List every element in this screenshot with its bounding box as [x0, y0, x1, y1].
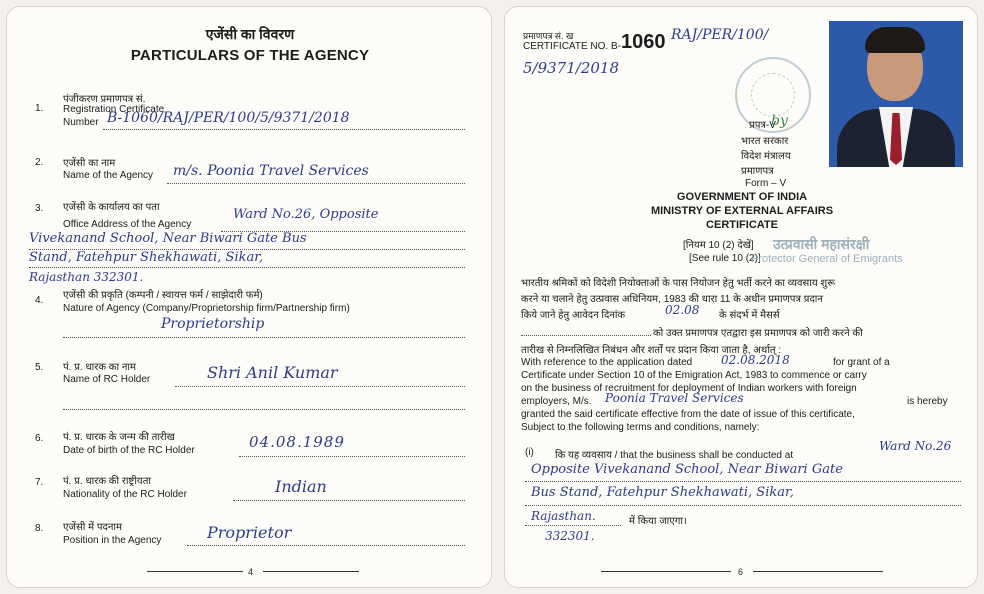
- rc-holder-name-value: Shri Anil Kumar: [207, 363, 338, 382]
- fill-line: [525, 525, 621, 526]
- english-text-line: Subject to the following terms and conditions, namely:: [521, 422, 760, 433]
- fill-line: [175, 386, 465, 387]
- fill-line: [233, 500, 465, 501]
- fill-line: [103, 129, 465, 130]
- footer-line: [753, 571, 883, 572]
- item-label-hindi: पंजीकरण प्रमाणपत्र सं.: [63, 94, 146, 105]
- fill-line: [521, 335, 651, 336]
- english-text-line: is hereby: [907, 396, 948, 407]
- office-address-line1: Ward No.26, Opposite: [233, 207, 379, 222]
- form-hindi: प्रपत्र-V: [749, 120, 776, 131]
- item-number: 2.: [35, 157, 44, 168]
- fill-line: [63, 409, 465, 410]
- item-label-english: Position in the Agency: [63, 535, 162, 546]
- stamp-office-hindi: उत्प्रवासी महासंरक्षी: [773, 236, 870, 252]
- stamp-office-english: Protector General of Emigrants: [751, 253, 903, 265]
- signature: by: [771, 113, 788, 129]
- condition-address-line2: Opposite Vivekanand School, Near Biwari Gate: [531, 462, 843, 477]
- certificate-english: CERTIFICATE: [706, 219, 778, 231]
- footer-line: [601, 571, 731, 572]
- item-label-english: Number: [63, 117, 99, 128]
- certificate-number-handwritten: 5/9371/2018: [523, 59, 619, 77]
- hindi-text-line: के संदर्भ में मैसर्स: [719, 310, 780, 321]
- certificate-number-handwritten: RAJ/PER/100/: [671, 27, 769, 43]
- item-label-hindi: एजेंसी में पदनाम: [63, 522, 122, 533]
- fill-line: [239, 456, 465, 457]
- english-text-line: on the business of recruitment for deployment of Indian workers with foreign: [521, 383, 857, 394]
- english-text-line: granted the said certificate effective from the date of issue of this certificate,: [521, 409, 855, 420]
- item-label-hindi: पं. प्र. धारक का नाम: [63, 362, 136, 373]
- nationality-value: Indian: [275, 477, 327, 496]
- item-number: 3.: [35, 203, 44, 214]
- registration-number-value: B-1060/RAJ/PER/100/5/9371/2018: [107, 110, 350, 126]
- application-date-hindi: 02.08: [665, 303, 700, 317]
- right-page-certificate: [504, 6, 978, 588]
- certificate-number-label: CERTIFICATE NO. B-: [523, 41, 621, 52]
- fill-line: [63, 337, 465, 338]
- item-label-hindi: पं. प्र. धारक की राष्ट्रीयता: [63, 476, 152, 487]
- condition-address-line4: Rajasthan.: [531, 509, 596, 523]
- item-label-hindi: एजेंसी के कार्यालय का पता: [63, 202, 160, 213]
- item-label-hindi: पं. प्र. धारक के जन्म की तारीख: [63, 432, 175, 443]
- item-label-hindi: एजेंसी की प्रकृति (कम्पनी / स्वायत्त फर्म / साझेदारी फर्म): [63, 290, 263, 301]
- hindi-text-line: करने या चलाने हेतु उत्प्रवास अधिनियम, 1983 की धारा 11 के अधीन प्रमाणपत्र प्रदान: [521, 294, 823, 305]
- item-number: 4.: [35, 295, 44, 306]
- fill-line: [29, 267, 465, 268]
- condition-tail: में किया जाएगा।: [629, 516, 687, 527]
- office-address-line3: Stand, Fatehpur Shekhawati, Sikar,: [29, 250, 264, 265]
- item-label-english: Nature of Agency (Company/Proprietorship firm/Partnership firm): [63, 303, 350, 314]
- rule-hindi: [नियम 10 (2) देखें]: [683, 240, 754, 251]
- hindi-text-line: किये जाने हेतु आवेदन दिनांक: [521, 310, 626, 321]
- english-text-line: Certificate under Section 10 of the Emigration Act, 1983 to commence or carry: [521, 370, 867, 381]
- date-of-birth-value: 04.08.1989: [249, 433, 345, 451]
- form-english: Form – V: [745, 178, 787, 189]
- item-label-english: Registration Certificate: [63, 104, 165, 115]
- english-text-line: for grant of a: [833, 357, 890, 368]
- agency-name-certificate: Poonia Travel Services: [605, 391, 744, 405]
- condition-address-line3: Bus Stand, Fatehpur Shekhawati, Sikar,: [531, 485, 794, 500]
- hindi-text-line: तारीख से निम्नलिखित निबंधन और शर्तों पर प्रदान किया जाता है, अर्थात् :: [521, 345, 782, 356]
- rule-english: [See rule 10 (2)]: [689, 253, 761, 264]
- certificate-hindi: प्रमाणपत्र: [741, 166, 774, 177]
- item-number: 6.: [35, 433, 44, 444]
- item-number: 5.: [35, 362, 44, 373]
- government-english: GOVERNMENT OF INDIA: [676, 191, 808, 203]
- english-text-line: employers, M/s.: [521, 396, 592, 407]
- certificate-number-printed: 1060: [621, 31, 666, 53]
- hindi-text-line: भारतीय श्रमिकों को विदेशी नियोक्ताओं के पास नियोजन हेतु भर्ती करने का व्यवसाय शुरू: [521, 278, 835, 289]
- fill-line: [525, 505, 961, 506]
- position-value: Proprietor: [207, 523, 292, 542]
- page-number: 4: [248, 567, 254, 577]
- item-label-english: Nationality of the RC Holder: [63, 489, 187, 500]
- government-hindi: भारत सरकार: [741, 136, 789, 147]
- english-text-line: With reference to the application dated: [521, 357, 693, 368]
- item-label-english: Name of RC Holder: [63, 374, 151, 385]
- item-label-hindi: एजेंसी का नाम: [63, 158, 116, 169]
- item-label-english: Office Address of the Agency: [63, 219, 192, 230]
- heading-english: PARTICULARS OF THE AGENCY: [130, 47, 370, 64]
- item-number: 7.: [35, 477, 44, 488]
- left-page-particulars: [6, 6, 492, 588]
- fill-line: [525, 481, 961, 482]
- item-number: 8.: [35, 523, 44, 534]
- item-number: 1.: [35, 103, 44, 114]
- heading-hindi: एजेंसी का विवरण: [205, 26, 295, 42]
- item-label-english: Name of the Agency: [63, 170, 154, 181]
- office-address-line4: Rajasthan 332301.: [29, 270, 144, 284]
- footer-line: [147, 571, 243, 572]
- fill-line: [187, 545, 465, 546]
- condition-number: (i): [525, 447, 534, 458]
- page-number: 6: [738, 567, 744, 577]
- nature-of-agency-value: Proprietorship: [161, 316, 265, 332]
- office-address-line2: Vivekanand School, Near Biwari Gate Bus: [29, 231, 307, 246]
- item-label-english: Date of birth of the RC Holder: [63, 445, 195, 456]
- holder-photo: [829, 21, 963, 167]
- application-date-english: 02.08.2018: [721, 353, 790, 367]
- ministry-hindi: विदेश मंत्रालय: [741, 151, 791, 162]
- agency-name-value: m/s. Poonia Travel Services: [173, 163, 369, 179]
- certificate-number-label-hindi: प्रमाणपत्र सं. ख: [523, 31, 574, 41]
- condition-pincode: 332301.: [545, 529, 595, 543]
- condition-address-line1: Ward No.26: [879, 439, 952, 453]
- ministry-english: MINISTRY OF EXTERNAL AFFAIRS: [650, 205, 834, 217]
- fill-line: [167, 183, 465, 184]
- hindi-text-line: को उक्त प्रमाणपत्र एतद्वारा इस प्रमाणपत्र को जारी करने की: [653, 328, 863, 339]
- footer-line: [263, 571, 359, 572]
- condition-text: कि यह व्यवसाय / that the business shall be conducted at: [555, 450, 794, 461]
